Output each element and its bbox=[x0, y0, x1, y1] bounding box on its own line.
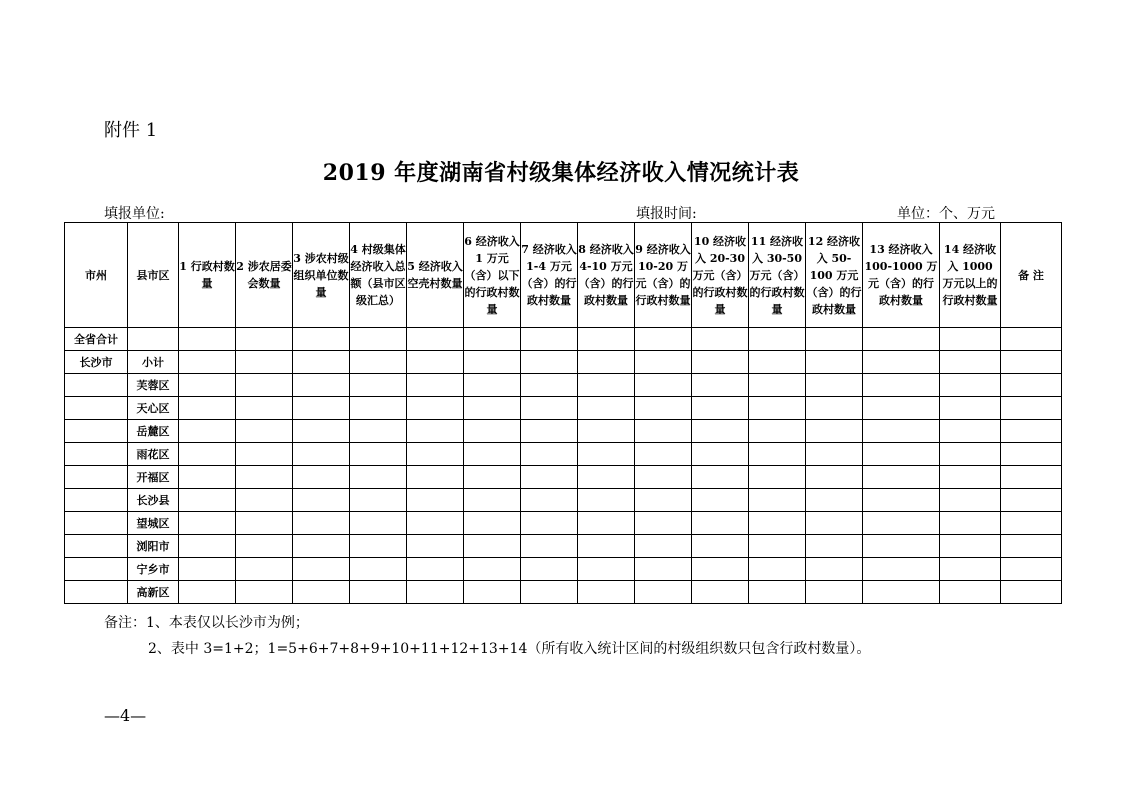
value-cell bbox=[521, 443, 578, 466]
value-cell bbox=[806, 489, 863, 512]
attachment-label: 附件 1 bbox=[104, 120, 158, 141]
value-cell bbox=[578, 328, 635, 351]
county-cell: 芙蓉区 bbox=[128, 374, 179, 397]
value-cell bbox=[806, 397, 863, 420]
value-cell bbox=[692, 420, 749, 443]
value-cell bbox=[464, 328, 521, 351]
value-cell bbox=[863, 351, 940, 374]
value-cell bbox=[236, 535, 293, 558]
value-cell bbox=[464, 581, 521, 604]
value-cell bbox=[578, 512, 635, 535]
value-cell bbox=[293, 489, 350, 512]
value-cell bbox=[407, 489, 464, 512]
value-cell bbox=[806, 535, 863, 558]
value-cell bbox=[863, 581, 940, 604]
remark-note-2: 2、表中 3=1+2；1=5+6+7+8+9+10+11+12+13+14（所有收入统计区间的村级组织数只包含行政村数量）。 bbox=[148, 641, 871, 657]
remark-note-1: 备注：1、本表仅以长沙市为例； bbox=[104, 615, 309, 631]
value-cell bbox=[578, 581, 635, 604]
city-cell bbox=[65, 443, 128, 466]
value-cell bbox=[635, 397, 692, 420]
column-header-6: 5 经济收入空壳村数量 bbox=[407, 223, 464, 328]
value-cell bbox=[578, 351, 635, 374]
value-cell bbox=[635, 535, 692, 558]
value-cell bbox=[407, 351, 464, 374]
value-cell bbox=[293, 558, 350, 581]
page-number: —4— bbox=[104, 706, 147, 725]
value-cell bbox=[635, 374, 692, 397]
statistics-table bbox=[64, 222, 1062, 604]
value-cell bbox=[806, 443, 863, 466]
value-cell bbox=[940, 397, 1001, 420]
value-cell bbox=[692, 535, 749, 558]
value-cell bbox=[1001, 512, 1062, 535]
table-row bbox=[65, 558, 1062, 581]
value-cell bbox=[407, 420, 464, 443]
value-cell bbox=[863, 443, 940, 466]
county-cell bbox=[128, 328, 179, 351]
value-cell bbox=[236, 397, 293, 420]
value-cell bbox=[179, 374, 236, 397]
value-cell bbox=[179, 466, 236, 489]
column-header-5: 4 村级集体经济收入总额（县市区级汇总） bbox=[350, 223, 407, 328]
value-cell bbox=[692, 443, 749, 466]
value-cell bbox=[236, 443, 293, 466]
table-row bbox=[65, 489, 1062, 512]
value-cell bbox=[464, 558, 521, 581]
value-cell bbox=[806, 420, 863, 443]
value-cell bbox=[179, 443, 236, 466]
value-cell bbox=[350, 328, 407, 351]
value-cell bbox=[749, 397, 806, 420]
value-cell bbox=[350, 374, 407, 397]
value-cell bbox=[806, 466, 863, 489]
value-cell bbox=[350, 420, 407, 443]
value-cell bbox=[407, 512, 464, 535]
value-cell bbox=[749, 443, 806, 466]
value-cell bbox=[236, 374, 293, 397]
value-cell bbox=[1001, 558, 1062, 581]
value-cell bbox=[350, 397, 407, 420]
value-cell bbox=[635, 420, 692, 443]
value-cell bbox=[578, 420, 635, 443]
value-cell bbox=[407, 374, 464, 397]
city-cell bbox=[65, 581, 128, 604]
value-cell bbox=[578, 535, 635, 558]
county-cell: 高新区 bbox=[128, 581, 179, 604]
value-cell bbox=[179, 397, 236, 420]
value-cell bbox=[236, 489, 293, 512]
column-header-3: 2 涉农居委会数量 bbox=[236, 223, 293, 328]
table-row bbox=[65, 466, 1062, 489]
value-cell bbox=[407, 581, 464, 604]
value-cell bbox=[1001, 328, 1062, 351]
county-cell: 望城区 bbox=[128, 512, 179, 535]
value-cell bbox=[350, 581, 407, 604]
value-cell bbox=[578, 558, 635, 581]
value-cell bbox=[940, 512, 1001, 535]
value-cell bbox=[179, 535, 236, 558]
value-cell bbox=[749, 489, 806, 512]
city-cell bbox=[65, 466, 128, 489]
county-cell: 浏阳市 bbox=[128, 535, 179, 558]
table-row bbox=[65, 328, 1062, 351]
value-cell bbox=[692, 374, 749, 397]
value-cell bbox=[521, 581, 578, 604]
value-cell bbox=[464, 374, 521, 397]
column-header-11: 10 经济收入 20-30 万元（含）的行政村数量 bbox=[692, 223, 749, 328]
city-cell: 全省合计 bbox=[65, 328, 128, 351]
value-cell bbox=[749, 328, 806, 351]
value-cell bbox=[635, 558, 692, 581]
value-cell bbox=[1001, 489, 1062, 512]
table-row bbox=[65, 397, 1062, 420]
value-cell bbox=[179, 581, 236, 604]
county-cell: 长沙县 bbox=[128, 489, 179, 512]
value-cell bbox=[236, 581, 293, 604]
value-cell bbox=[1001, 535, 1062, 558]
value-cell bbox=[179, 328, 236, 351]
value-cell bbox=[863, 374, 940, 397]
header-row bbox=[65, 223, 1062, 328]
city-cell bbox=[65, 512, 128, 535]
value-cell bbox=[940, 443, 1001, 466]
table-row bbox=[65, 351, 1062, 374]
value-cell bbox=[521, 397, 578, 420]
value-cell bbox=[293, 351, 350, 374]
value-cell bbox=[179, 420, 236, 443]
county-cell: 天心区 bbox=[128, 397, 179, 420]
value-cell bbox=[407, 397, 464, 420]
value-cell bbox=[464, 535, 521, 558]
county-cell: 开福区 bbox=[128, 466, 179, 489]
value-cell bbox=[407, 558, 464, 581]
value-cell bbox=[1001, 374, 1062, 397]
table-row bbox=[65, 443, 1062, 466]
value-cell bbox=[521, 420, 578, 443]
value-cell bbox=[635, 328, 692, 351]
value-cell bbox=[635, 581, 692, 604]
value-cell bbox=[806, 351, 863, 374]
value-cell bbox=[806, 558, 863, 581]
value-cell bbox=[179, 489, 236, 512]
value-cell bbox=[350, 489, 407, 512]
value-cell bbox=[1001, 420, 1062, 443]
value-cell bbox=[293, 535, 350, 558]
value-cell bbox=[692, 397, 749, 420]
city-cell bbox=[65, 420, 128, 443]
column-header-10: 9 经济收入 10-20 万元（含）的行政村数量 bbox=[635, 223, 692, 328]
value-cell bbox=[1001, 466, 1062, 489]
value-cell bbox=[863, 512, 940, 535]
table-row bbox=[65, 420, 1062, 443]
value-cell bbox=[806, 374, 863, 397]
table-row bbox=[65, 535, 1062, 558]
column-header-4: 3 涉农村级组织单位数量 bbox=[293, 223, 350, 328]
city-cell bbox=[65, 535, 128, 558]
column-header-13: 12 经济收入 50-100 万元（含）的行政村数量 bbox=[806, 223, 863, 328]
value-cell bbox=[940, 420, 1001, 443]
value-cell bbox=[940, 351, 1001, 374]
value-cell bbox=[293, 374, 350, 397]
value-cell bbox=[1001, 443, 1062, 466]
value-cell bbox=[692, 466, 749, 489]
value-cell bbox=[293, 512, 350, 535]
value-cell bbox=[692, 489, 749, 512]
value-cell bbox=[350, 351, 407, 374]
value-cell bbox=[179, 351, 236, 374]
value-cell bbox=[407, 443, 464, 466]
value-cell bbox=[350, 443, 407, 466]
value-cell bbox=[940, 466, 1001, 489]
value-cell bbox=[749, 351, 806, 374]
value-cell bbox=[749, 512, 806, 535]
city-cell bbox=[65, 397, 128, 420]
value-cell bbox=[1001, 351, 1062, 374]
county-cell: 宁乡市 bbox=[128, 558, 179, 581]
value-cell bbox=[1001, 397, 1062, 420]
value-cell bbox=[635, 512, 692, 535]
value-cell bbox=[940, 581, 1001, 604]
value-cell bbox=[692, 328, 749, 351]
value-cell bbox=[293, 443, 350, 466]
city-cell bbox=[65, 558, 128, 581]
value-cell bbox=[806, 328, 863, 351]
unit-label: 单位：个、万元 bbox=[897, 206, 995, 222]
value-cell bbox=[635, 489, 692, 512]
value-cell bbox=[464, 351, 521, 374]
value-cell bbox=[749, 420, 806, 443]
value-cell bbox=[692, 512, 749, 535]
city-cell bbox=[65, 374, 128, 397]
column-header-1: 县市区 bbox=[128, 223, 179, 328]
value-cell bbox=[179, 558, 236, 581]
table-row bbox=[65, 512, 1062, 535]
value-cell bbox=[863, 489, 940, 512]
value-cell bbox=[521, 512, 578, 535]
column-header-9: 8 经济收入 4-10 万元（含）的行政村数量 bbox=[578, 223, 635, 328]
value-cell bbox=[464, 397, 521, 420]
value-cell bbox=[578, 489, 635, 512]
value-cell bbox=[635, 443, 692, 466]
value-cell bbox=[806, 581, 863, 604]
column-header-15: 14 经济收入 1000 万元以上的行政村数量 bbox=[940, 223, 1001, 328]
value-cell bbox=[293, 328, 350, 351]
column-header-7: 6 经济收入 1 万元（含）以下的行政村数量 bbox=[464, 223, 521, 328]
value-cell bbox=[407, 328, 464, 351]
value-cell bbox=[635, 351, 692, 374]
column-header-12: 11 经济收入 30-50 万元（含）的行政村数量 bbox=[749, 223, 806, 328]
value-cell bbox=[236, 420, 293, 443]
value-cell bbox=[940, 489, 1001, 512]
value-cell bbox=[749, 374, 806, 397]
table-body bbox=[65, 328, 1062, 604]
fill-time-label: 填报时间: bbox=[636, 206, 697, 222]
county-cell: 雨花区 bbox=[128, 443, 179, 466]
value-cell bbox=[692, 581, 749, 604]
value-cell bbox=[521, 466, 578, 489]
value-cell bbox=[407, 466, 464, 489]
value-cell bbox=[863, 466, 940, 489]
value-cell bbox=[293, 581, 350, 604]
county-cell: 岳麓区 bbox=[128, 420, 179, 443]
value-cell bbox=[521, 374, 578, 397]
value-cell bbox=[236, 328, 293, 351]
value-cell bbox=[350, 512, 407, 535]
value-cell bbox=[635, 466, 692, 489]
fill-unit-label: 填报单位: bbox=[104, 206, 165, 222]
value-cell bbox=[749, 558, 806, 581]
column-header-2: 1 行政村数量 bbox=[179, 223, 236, 328]
value-cell bbox=[863, 558, 940, 581]
column-header-0: 市州 bbox=[65, 223, 128, 328]
value-cell bbox=[863, 328, 940, 351]
value-cell bbox=[692, 351, 749, 374]
value-cell bbox=[350, 558, 407, 581]
value-cell bbox=[578, 397, 635, 420]
value-cell bbox=[578, 466, 635, 489]
value-cell bbox=[350, 466, 407, 489]
value-cell bbox=[236, 466, 293, 489]
column-header-8: 7 经济收入 1-4 万元（含）的行政村数量 bbox=[521, 223, 578, 328]
value-cell bbox=[464, 512, 521, 535]
value-cell bbox=[749, 581, 806, 604]
value-cell bbox=[236, 351, 293, 374]
value-cell bbox=[749, 466, 806, 489]
value-cell bbox=[407, 535, 464, 558]
city-cell: 长沙市 bbox=[65, 351, 128, 374]
value-cell bbox=[863, 420, 940, 443]
county-cell: 小计 bbox=[128, 351, 179, 374]
value-cell bbox=[521, 558, 578, 581]
value-cell bbox=[806, 512, 863, 535]
value-cell bbox=[464, 420, 521, 443]
value-cell bbox=[464, 489, 521, 512]
value-cell bbox=[464, 443, 521, 466]
value-cell bbox=[350, 535, 407, 558]
value-cell bbox=[940, 535, 1001, 558]
value-cell bbox=[940, 558, 1001, 581]
value-cell bbox=[578, 443, 635, 466]
value-cell bbox=[293, 420, 350, 443]
value-cell bbox=[692, 558, 749, 581]
value-cell bbox=[749, 535, 806, 558]
column-header-16: 备 注 bbox=[1001, 223, 1062, 328]
value-cell bbox=[940, 374, 1001, 397]
value-cell bbox=[236, 558, 293, 581]
value-cell bbox=[863, 535, 940, 558]
value-cell bbox=[521, 351, 578, 374]
value-cell bbox=[1001, 581, 1062, 604]
city-cell bbox=[65, 489, 128, 512]
value-cell bbox=[293, 466, 350, 489]
value-cell bbox=[464, 466, 521, 489]
table-row bbox=[65, 374, 1062, 397]
value-cell bbox=[179, 512, 236, 535]
column-header-14: 13 经济收入 100-1000 万元（含）的行政村数量 bbox=[863, 223, 940, 328]
value-cell bbox=[293, 397, 350, 420]
value-cell bbox=[940, 328, 1001, 351]
value-cell bbox=[521, 535, 578, 558]
value-cell bbox=[578, 374, 635, 397]
page-title: 2019 年度湖南省村级集体经济收入情况统计表 bbox=[322, 160, 800, 186]
value-cell bbox=[863, 397, 940, 420]
value-cell bbox=[521, 328, 578, 351]
value-cell bbox=[521, 489, 578, 512]
value-cell bbox=[236, 512, 293, 535]
table-row bbox=[65, 581, 1062, 604]
